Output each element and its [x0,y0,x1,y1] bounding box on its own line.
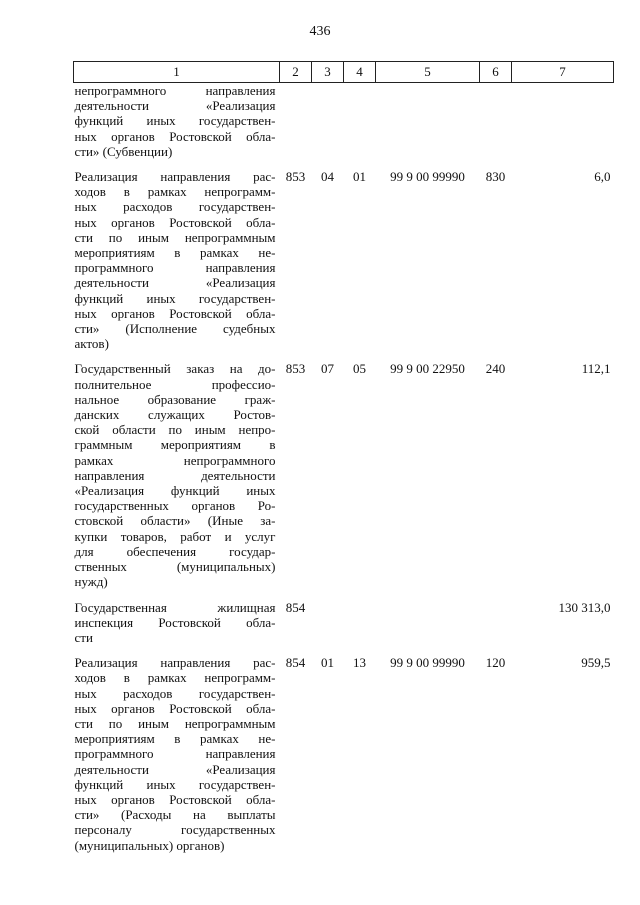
header-col-6: 6 [480,62,512,83]
spacer-cell [512,645,614,655]
subsection-code: 01 [353,169,366,185]
header-col-4: 4 [344,62,376,83]
description-line: Государственная жилищная [74,599,276,615]
description-line: программного направления [74,260,276,276]
description-line: сти по иным непрограммным [74,715,276,731]
table-row [74,600,614,646]
description-line: ской области по иным непро- [74,422,276,438]
description-line: ных расходов государствен- [74,199,276,215]
description-line: персоналу государственных [74,822,276,838]
description-line: деятельности «Реализация [74,275,276,291]
description-line: сти» (Расходы на выплаты [74,807,276,823]
description-line: купки товаров, работ и услуг [74,528,276,544]
subsection-code [344,600,376,646]
description-line: мероприятиям в рамках не- [74,245,276,261]
row-spacer [74,159,614,169]
description-line: ных органов Ростовской обла- [74,305,276,321]
spacer-cell [480,590,512,600]
target-article-code: 99 9 00 22950 [390,361,465,377]
description-line: государственных органов Ро- [74,498,276,514]
administrator-code: 853 [285,361,306,377]
header-col-3: 3 [312,62,344,83]
spacer-cell [74,159,280,169]
spacer-cell [344,590,376,600]
administrator-code: 853 [285,169,306,185]
spacer-cell [512,159,614,169]
spacer-cell [376,590,480,600]
spacer-cell [344,159,376,169]
description-line: нужд) [74,574,108,590]
target-article-code [376,83,480,160]
spacer-cell [480,351,512,361]
amount-value: 112,1 [581,361,611,377]
description-line: сти [74,629,93,645]
page-number: 436 [309,24,331,39]
description-line: ходов в рамках непрограмм- [74,184,276,200]
description-line: сти» (Субвенции) [74,143,173,159]
description-line: деятельности «Реализация [74,761,276,777]
description-line: сти» (Исполнение судебных [74,321,276,337]
description-line: сти по иным непрограммным [74,229,276,245]
row-spacer [74,590,614,600]
amount-value: 959,5 [581,655,611,671]
row-description [74,169,280,351]
spacer-cell [344,645,376,655]
table-row [74,169,614,351]
description-line: ных органов Ростовской обла- [74,791,276,807]
header-col-2: 2 [280,62,312,83]
spacer-cell [312,590,344,600]
description-line: ных органов Ростовской обла- [74,128,276,144]
spacer-cell [74,645,280,655]
spacer-cell [280,590,312,600]
description-line: Реализация направления рас- [74,169,276,185]
spacer-cell [280,645,312,655]
description-line: ных органов Ростовской обла- [74,214,276,230]
description-line: Реализация направления рас- [74,655,276,671]
subsection-code: 05 [353,361,366,377]
amount-value: 6,0 [594,169,611,185]
spacer-cell [344,351,376,361]
description-line: граммным мероприятиям в [74,437,276,453]
description-line: направления деятельности [74,467,276,483]
description-line: деятельности «Реализация [74,98,276,114]
expense-type-code [480,83,512,160]
section-code [312,83,344,160]
spacer-cell [74,351,280,361]
table-row [74,361,614,589]
description-line: ных органов Ростовской обла- [74,700,276,716]
description-line: актов) [74,336,109,352]
spacer-cell [312,351,344,361]
row-spacer [74,645,614,655]
description-line: ных расходов государствен- [74,685,276,701]
description-line: ственных (муниципальных) [74,559,276,575]
spacer-cell [280,159,312,169]
table-row [74,655,614,853]
description-line: непрограммного направления [74,83,276,98]
description-line: Государственный заказ на до- [74,361,276,377]
spacer-cell [512,351,614,361]
header-col-1: 1 [74,62,280,83]
budget-table [73,61,614,853]
description-line: (муниципальных) органов) [74,837,225,853]
administrator-code [280,83,312,160]
spacer-cell [376,351,480,361]
spacer-cell [480,645,512,655]
spacer-cell [480,159,512,169]
description-line: нальное образование граж- [74,391,276,407]
row-description [74,83,280,160]
spacer-cell [312,159,344,169]
section-code [312,600,344,646]
row-description [74,361,280,589]
spacer-cell [74,590,280,600]
administrator-code: 854 [285,655,306,671]
spacer-cell [280,351,312,361]
spacer-cell [312,645,344,655]
description-line: данских служащих Ростов- [74,407,276,423]
expense-type-code: 240 [485,361,506,377]
expense-type-code [480,600,512,646]
description-line: рамках непрограммного [74,452,276,468]
header-col-5: 5 [376,62,480,83]
description-line: стовской области» (Иные за- [74,513,276,529]
section-code: 07 [321,361,334,377]
expense-type-code: 120 [485,655,506,671]
description-line: функций иных государствен- [74,776,276,792]
description-line: функций иных государствен- [74,113,276,129]
spacer-cell [376,159,480,169]
administrator-code: 854 [285,599,306,615]
description-line: инспекция Ростовской обла- [74,614,276,630]
target-article-code [376,600,480,646]
spacer-cell [376,645,480,655]
table-row [74,83,614,160]
spacer-cell [512,590,614,600]
subsection-code [344,83,376,160]
description-line: функций иных государствен- [74,290,276,306]
section-code: 04 [321,169,334,185]
row-description [74,600,280,646]
target-article-code: 99 9 00 99990 [390,655,465,671]
expense-type-code: 830 [485,169,506,185]
description-line: программного направления [74,746,276,762]
description-line: для обеспечения государ- [74,543,276,559]
amount-value [512,83,614,160]
subsection-code: 13 [353,655,366,671]
row-description [74,655,280,853]
row-spacer [74,351,614,361]
description-line: «Реализация функций иных [74,483,276,499]
description-line: полнительное профессио- [74,376,276,392]
description-line: ходов в рамках непрограмм- [74,670,276,686]
section-code: 01 [321,655,334,671]
header-col-7: 7 [512,62,614,83]
amount-value: 130 313,0 [558,599,611,615]
table-header-row [74,62,614,83]
target-article-code: 99 9 00 99990 [390,169,465,185]
table-body [74,83,614,853]
description-line: мероприятиям в рамках не- [74,731,276,747]
